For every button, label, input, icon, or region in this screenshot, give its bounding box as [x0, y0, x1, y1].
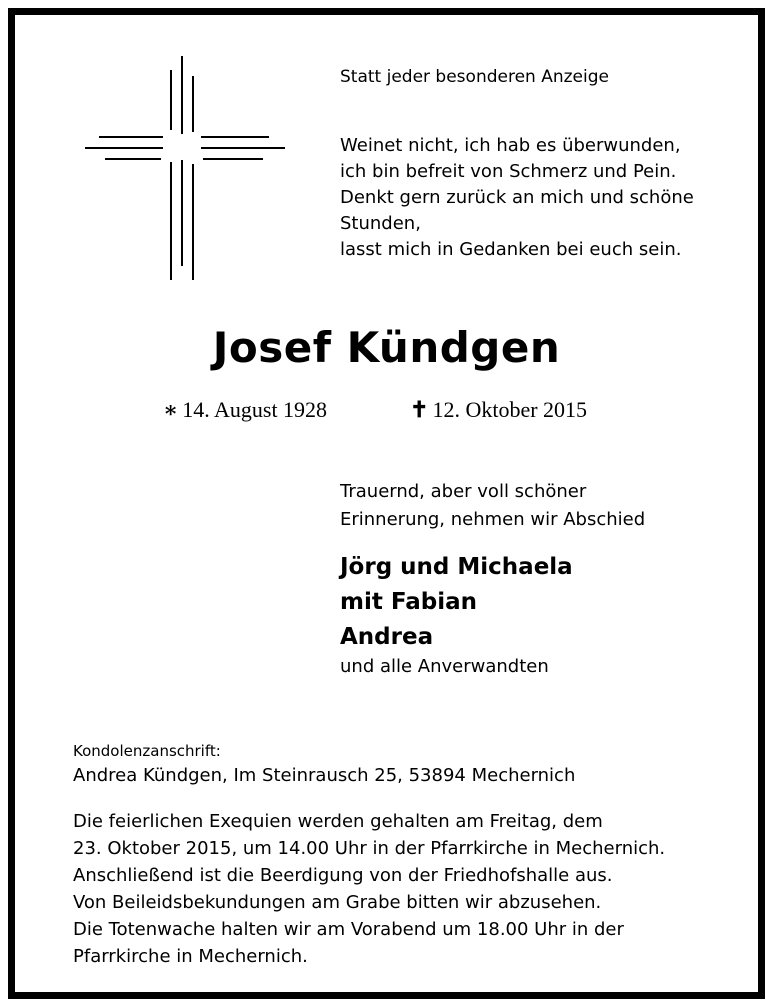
cross-icon: [77, 48, 287, 280]
service-line: Die Totenwache halten wir am Vorabend um 18.00 Uhr in der: [73, 919, 624, 940]
service-line: 23. Oktober 2015, um 14.00 Uhr in der Pfarrkirche in Mechernich.: [73, 838, 666, 859]
condolence-address: Andrea Kündgen, Im Steinrausch 25, 53894 Mechernich: [73, 765, 576, 786]
poem-line: Denkt gern zurück an mich und schöne: [340, 187, 694, 208]
family-name: Jörg und Michaela: [340, 554, 573, 580]
mourning-intro-line: Trauernd, aber voll schöner: [340, 481, 587, 502]
notice-heading: Statt jeder besonderen Anzeige: [340, 67, 609, 87]
poem-line: Weinet nicht, ich hab es überwunden,: [340, 135, 681, 156]
family-names: [340, 550, 573, 655]
obituary-frame: [8, 8, 765, 999]
service-line: Pfarrkirche in Mechernich.: [73, 946, 308, 967]
poem: [340, 133, 694, 263]
poem-line: Stunden,: [340, 213, 421, 234]
birth-star-icon: ∗: [163, 397, 179, 422]
service-line: Anschließend ist die Beerdigung von der Friedhofshalle aus.: [73, 865, 613, 886]
service-line: Die feierlichen Exequien werden gehalten am Freitag, dem: [73, 811, 603, 832]
service-line: Von Beileidsbekundungen am Grabe bitten wir abzusehen.: [73, 892, 602, 913]
death-date-line: [410, 397, 587, 423]
birth-date: 14. August 1928: [182, 397, 328, 422]
birth-date-line: [163, 397, 327, 423]
poem-line: lasst mich in Gedanken bei euch sein.: [340, 239, 682, 260]
relatives-line: und alle Anverwandten: [340, 656, 549, 677]
service-details: [73, 808, 665, 970]
mourning-intro: [340, 478, 645, 534]
death-cross-icon: ✝: [410, 397, 429, 422]
death-date: 12. Oktober 2015: [432, 397, 588, 422]
poem-line: ich bin befreit von Schmerz und Pein.: [340, 161, 677, 182]
mourning-intro-line: Erinnerung, nehmen wir Abschied: [340, 509, 646, 530]
condolence-label: Kondolenzanschrift:: [73, 742, 221, 760]
family-name: mit Fabian: [340, 589, 477, 615]
family-name: Andrea: [340, 624, 434, 650]
deceased-name: Josef Kündgen: [212, 323, 561, 372]
